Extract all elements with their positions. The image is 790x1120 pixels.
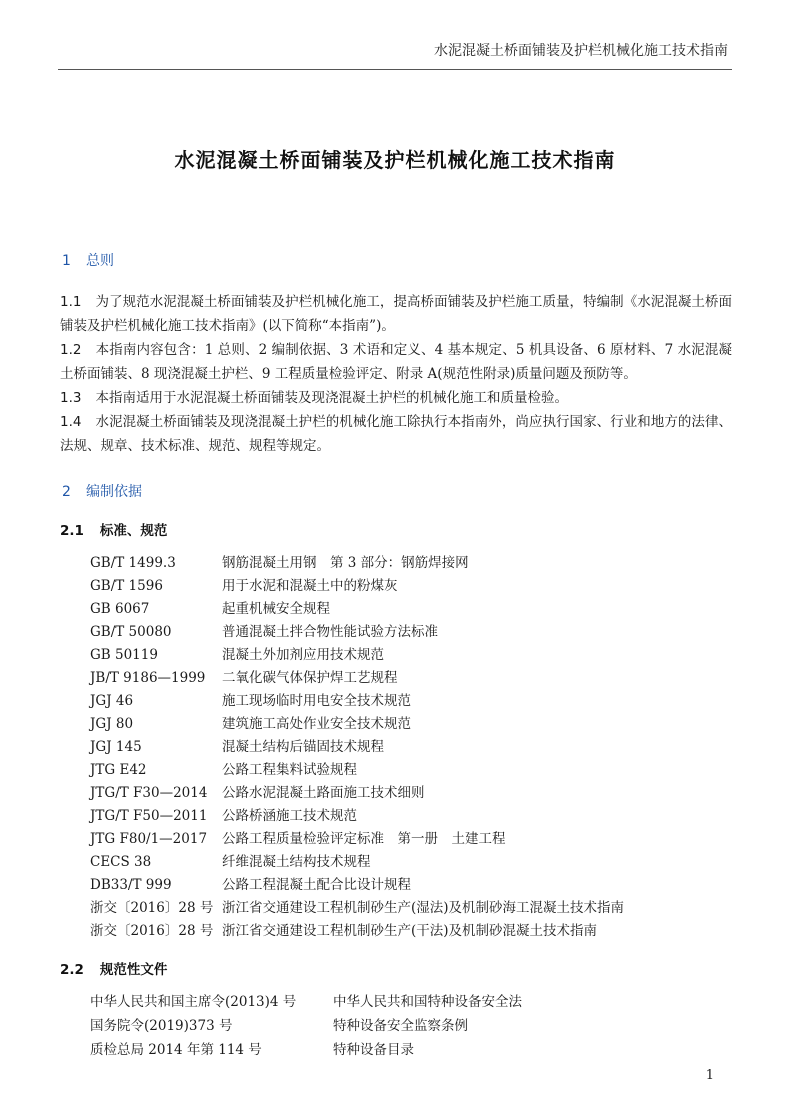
standard-row [90, 644, 624, 667]
document-row [90, 990, 522, 1014]
standard-name: 起重机械安全规程 [222, 601, 330, 617]
standard-name: 混凝土外加剂应用技术规范 [222, 647, 384, 663]
standard-name: 公路水泥混凝土路面施工技术细则 [222, 785, 425, 801]
standard-name: 浙江省交通建设工程机制砂生产(湿法)及机制砂海工混凝土技术指南 [222, 900, 625, 916]
subsection-2-2-heading [60, 958, 167, 978]
paragraph [60, 386, 732, 410]
standard-row [90, 920, 624, 943]
paragraph-number: 1.1 [60, 294, 82, 310]
standard-name: 普通混凝土拌合物性能试验方法标准 [222, 624, 438, 640]
standard-code: JGJ 46 [90, 693, 134, 709]
paragraph [60, 290, 732, 338]
subsection-2-1-number: 2.1 [60, 523, 84, 539]
section-2-heading [62, 481, 142, 501]
section-1-paragraphs [60, 290, 732, 458]
standard-name: 混凝土结构后锚固技术规程 [222, 739, 384, 755]
standard-name: 公路工程混凝土配合比设计规程 [222, 877, 411, 893]
standard-row [90, 874, 624, 897]
standard-row [90, 828, 624, 851]
standard-code: JGJ 145 [90, 739, 142, 755]
standard-code: GB 50119 [90, 647, 158, 663]
section-1-number: 1 [62, 253, 71, 269]
standard-code: 浙交〔2016〕28 号 [90, 900, 214, 916]
standard-name: 公路桥涵施工技术规范 [222, 808, 357, 824]
paragraph [60, 338, 732, 386]
subsection-2-1-heading [60, 519, 167, 539]
standard-code: JGJ 80 [90, 716, 134, 732]
standard-row [90, 667, 624, 690]
section-2-number: 2 [62, 484, 71, 500]
standard-code: JB/T 9186—1999 [90, 670, 206, 686]
standard-name: 建筑施工高处作业安全技术规范 [222, 716, 411, 732]
section-1-title: 总则 [86, 253, 114, 269]
standard-name: 纤维混凝土结构技术规程 [222, 854, 371, 870]
standard-name: 公路工程质量检验评定标准 第一册 土建工程 [222, 831, 506, 847]
document-row [90, 1014, 522, 1038]
standard-code: GB/T 1596 [90, 578, 163, 594]
standard-name: 用于水泥和混凝土中的粉煤灰 [222, 578, 398, 594]
subsection-2-2-title: 规范性文件 [99, 962, 168, 978]
standard-row [90, 690, 624, 713]
document-code: 国务院令(2019)373 号 [90, 1018, 233, 1034]
standard-row [90, 759, 624, 782]
standard-row [90, 782, 624, 805]
standard-code: GB/T 50080 [90, 624, 172, 640]
standard-code: GB/T 1499.3 [90, 555, 176, 571]
paragraph-number: 1.3 [60, 390, 82, 406]
document-title: 水泥混凝土桥面铺装及护栏机械化施工技术指南 [174, 148, 616, 172]
running-header: 水泥混凝土桥面铺装及护栏机械化施工技术指南 [434, 43, 728, 59]
document-code: 中华人民共和国主席令(2013)4 号 [90, 994, 297, 1010]
standard-row [90, 805, 624, 828]
section-2-title: 编制依据 [86, 484, 142, 500]
standard-name: 二氧化碳气体保护焊工艺规程 [222, 670, 398, 686]
regulatory-documents-list [90, 990, 522, 1062]
standard-row [90, 598, 624, 621]
standard-code: JTG/T F30—2014 [90, 785, 208, 801]
paragraph-number: 1.2 [60, 342, 82, 358]
paragraph-text: 为了规范水泥混凝土桥面铺装及护栏机械化施工，提高桥面铺装及护栏施工质量，特编制《水泥混凝土桥面铺装及护栏机械化施工技术指南》(以下简称“本指南”)。 [60, 294, 732, 334]
standard-name: 浙江省交通建设工程机制砂生产(干法)及机制砂混凝土技术指南 [222, 923, 598, 939]
standard-row [90, 575, 624, 598]
paragraph-text: 水泥混凝土桥面铺装及现浇混凝土护栏的机械化施工除执行本指南外，尚应执行国家、行业和地方的法律、法规、规章、技术标准、规范、规程等规定。 [60, 414, 732, 454]
standard-code: DB33/T 999 [90, 877, 172, 893]
standard-row [90, 897, 624, 920]
standard-code: JTG E42 [90, 762, 147, 778]
standard-code: 浙交〔2016〕28 号 [90, 923, 214, 939]
standard-code: JTG/T F50—2011 [90, 808, 208, 824]
document-row [90, 1038, 522, 1062]
standard-name: 钢筋混凝土用钢 第 3 部分：钢筋焊接网 [222, 555, 469, 571]
standard-row [90, 736, 624, 759]
standard-row [90, 552, 624, 575]
subsection-2-2-number: 2.2 [60, 962, 84, 978]
document-code: 质检总局 2014 年第 114 号 [90, 1042, 262, 1058]
standard-name: 公路工程集料试验规程 [222, 762, 357, 778]
header-rule [58, 69, 732, 70]
standard-row [90, 851, 624, 874]
paragraph-number: 1.4 [60, 414, 82, 430]
standards-list [90, 552, 624, 943]
standard-code: CECS 38 [90, 854, 152, 870]
page-number: 1 [705, 1068, 714, 1083]
paragraph [60, 410, 732, 458]
document-name: 特种设备目录 [333, 1042, 414, 1058]
standard-row [90, 621, 624, 644]
document-name: 中华人民共和国特种设备安全法 [333, 994, 522, 1010]
paragraph-text: 本指南适用于水泥混凝土桥面铺装及现浇混凝土护栏的机械化施工和质量检验。 [95, 390, 568, 406]
subsection-2-1-title: 标准、规范 [99, 523, 168, 539]
section-1-heading [62, 250, 114, 270]
document-name: 特种设备安全监察条例 [333, 1018, 468, 1034]
standard-row [90, 713, 624, 736]
standard-name: 施工现场临时用电安全技术规范 [222, 693, 411, 709]
paragraph-text: 本指南内容包含：1 总则、2 编制依据、3 术语和定义、4 基本规定、5 机具设备、6 原材料、7 水泥混凝土桥面铺装、8 现浇混凝土护栏、9 工程质量检验评定、附录 A(规范性附录)质量问题及预防等。 [60, 342, 732, 382]
standard-code: GB 6067 [90, 601, 150, 617]
standard-code: JTG F80/1—2017 [90, 831, 208, 847]
